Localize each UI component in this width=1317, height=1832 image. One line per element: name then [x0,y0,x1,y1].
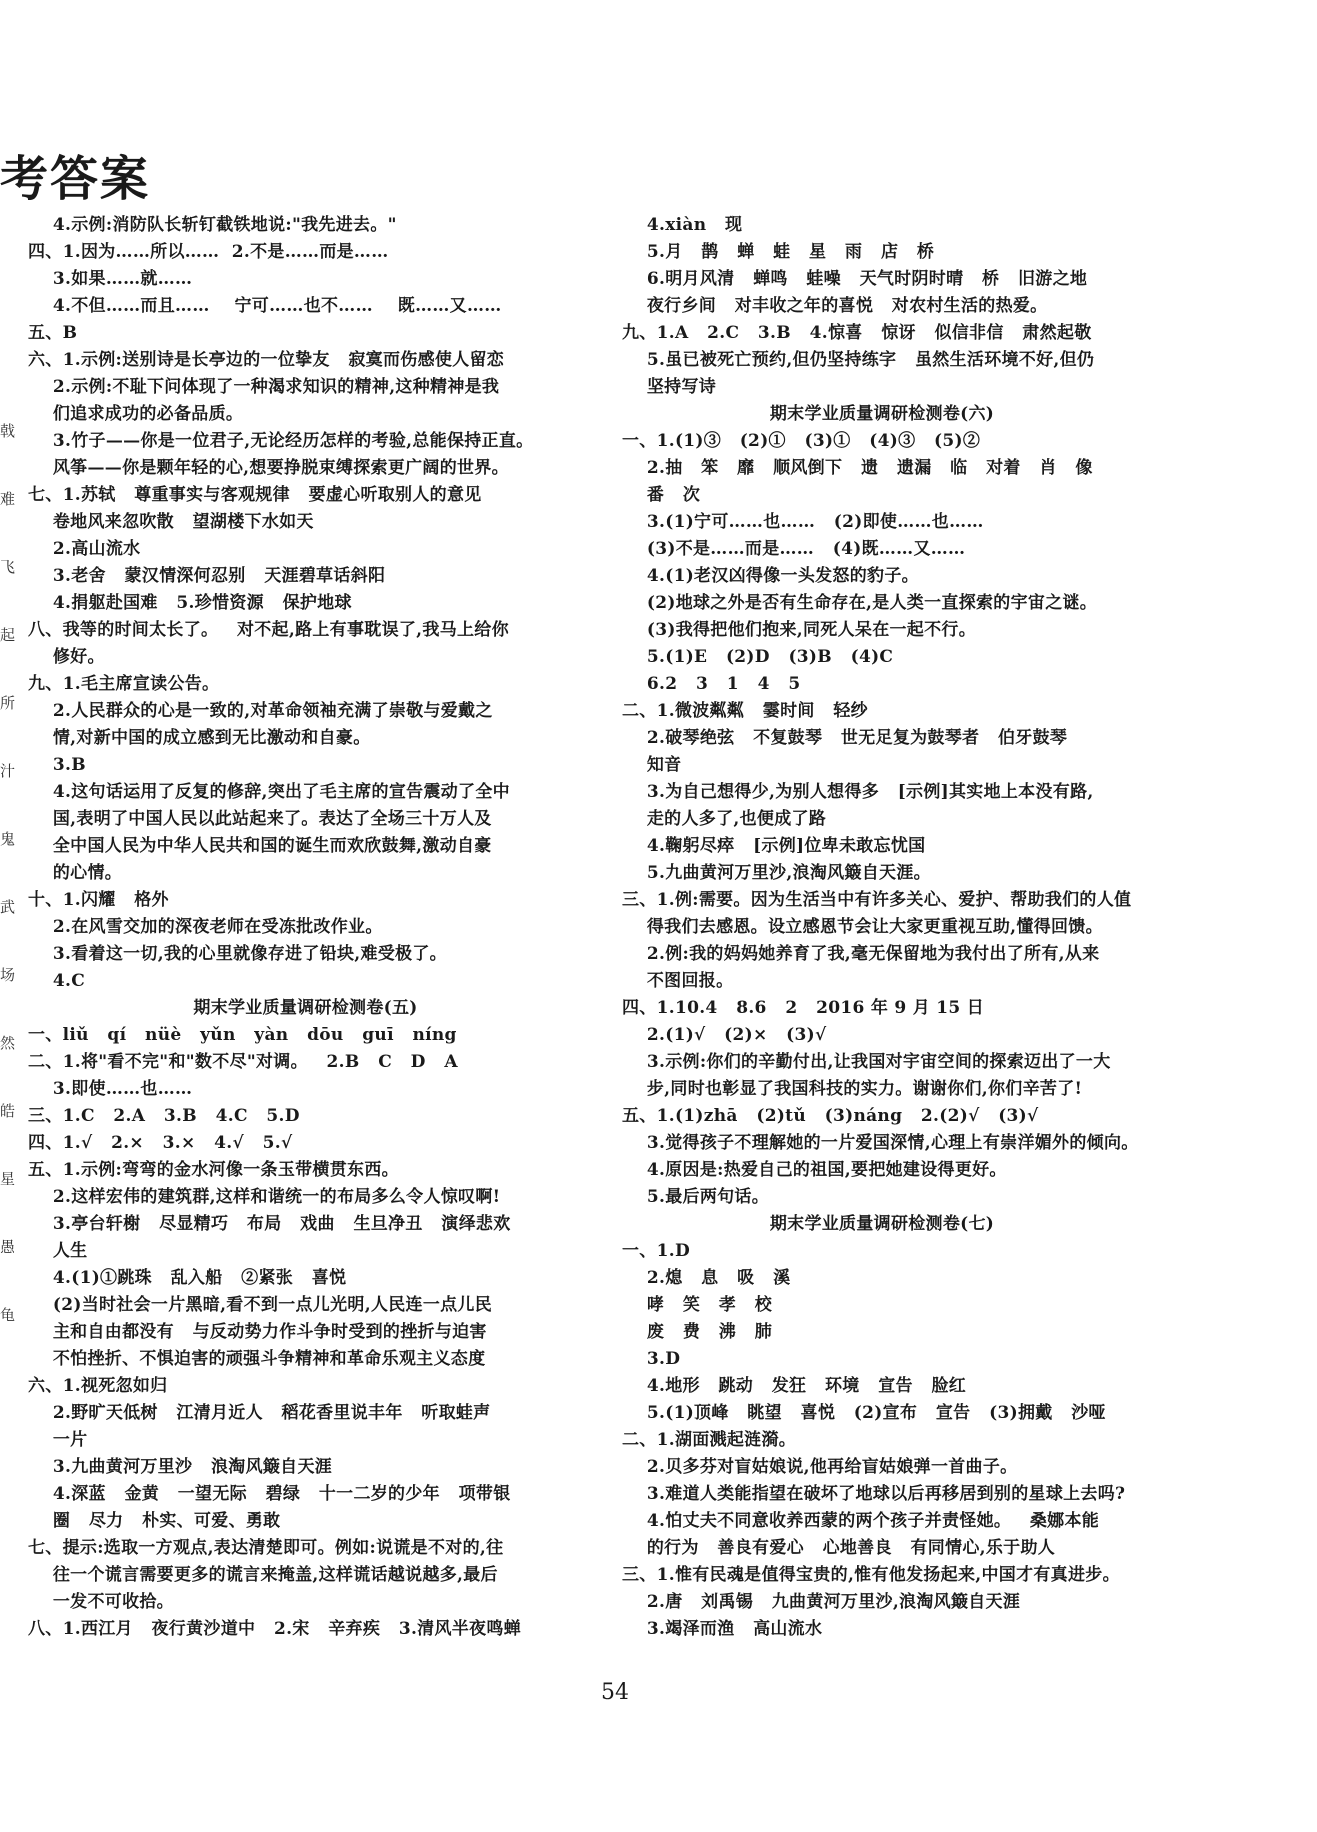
answer-line: (2)当时社会一片黑暗,看不到一点儿光明,人民连一点儿民 [28,1295,493,1315]
answer-line: 2.野旷天低树 江清月近人 稻花香里说丰年 听取蛙声 [28,1403,491,1423]
margin-char: 戟 [0,422,16,440]
answer-line: 废 费 沸 肺 [622,1322,773,1342]
answer-line: 4.示例:消防队长斩钉截铁地说:"我先进去。" [28,215,397,235]
answer-line: 3.D [622,1349,681,1369]
answer-line: 人生 [28,1241,88,1261]
answer-line: 2.唐 刘禹锡 九曲黄河万里沙,浪淘风簸自天涯 [622,1592,1021,1612]
answer-line: 不图回报。 [622,971,734,991]
answer-line: 3.老舍 蒙汉情深何忍别 天涯碧草话斜阳 [28,566,386,586]
answer-line: 2.在风雪交加的深夜老师在受冻批改作业。 [28,917,383,937]
answer-line: 九、1.A 2.C 3.B 4.惊喜 惊讶 似信非信 肃然起敬 [622,323,1092,343]
answer-line: 5.月 鹊 蝉 蛙 星 雨 店 桥 [622,242,935,262]
answer-line: 五、B [28,323,78,343]
answer-line: 5.(1)顶峰 眺望 喜悦 (2)宣布 宣告 (3)拥戴 沙哑 [622,1403,1106,1423]
answer-line: 主和自由都没有 与反动势力作斗争时受到的挫折与迫害 [28,1322,487,1342]
margin-char: 难 [0,490,16,508]
answer-line: 3.亭台轩榭 尽显精巧 布局 戏曲 生旦净丑 演绎悲欢 [28,1214,511,1234]
margin-char: 鬼 [0,830,16,848]
margin-char: 然 [0,1034,16,1052]
answer-line: 3.难道人类能指望在破坏了地球以后再移居到别的星球上去吗? [622,1484,1126,1504]
answer-line: 3.即使……也…… [28,1079,193,1099]
answer-line: 六、1.视死忽如归 [28,1376,168,1396]
answer-line: 2.高山流水 [28,539,141,559]
answer-line: 一发不可收拾。 [28,1592,174,1612]
section-heading: 期末学业质量调研检测卷(七) [769,1214,995,1234]
answer-line: 5.虽已被死亡预约,但仍坚持练字 虽然生活环境不好,但仍 [622,350,1095,370]
answer-line: 卷地风来忽吹散 望湖楼下水如天 [28,512,314,532]
margin-char: 场 [0,966,16,984]
margin-char: 愚 [0,1238,16,1256]
answer-line: 夜行乡间 对丰收之年的喜悦 对农村生活的热爱。 [622,296,1048,316]
margin-char: 飞 [0,558,16,576]
answer-line: 6.2 3 1 4 5 [622,674,801,694]
page-number: 54 [601,1680,629,1705]
margin-char: 星 [0,1170,16,1188]
answer-line: 三、1.例:需要。因为生活当中有许多关心、爱护、帮助我们的人值 [622,890,1132,910]
answer-line: 4.C [28,971,86,991]
answer-line: 步,同时也彰显了我国科技的实力。谢谢你们,你们辛苦了! [622,1079,1083,1099]
answer-line: 4.这句话运用了反复的修辞,突出了毛主席的宣告震动了全中 [28,782,510,802]
answer-line: 二、1.微波粼粼 霎时间 轻纱 [622,701,868,721]
answer-line: 3.九曲黄河万里沙 浪淘风簸自天涯 [28,1457,333,1477]
section-heading: 期末学业质量调研检测卷(五) [193,998,418,1018]
answer-line: 十、1.闪耀 格外 [28,890,169,910]
answer-line: 九、1.毛主席宣读公告。 [28,674,220,694]
answer-line: 4.捐躯赴国难 5.珍惜资源 保护地球 [28,593,352,613]
answer-line: 一片 [28,1430,88,1450]
answer-line: 三、1.惟有民魂是值得宝贵的,惟有他发扬起来,中国才有真进步。 [622,1565,1120,1585]
answer-line: 4.(1)老汉凶得像一头发怒的豹子。 [622,566,919,586]
answer-line: 3.示例:你们的辛勤付出,让我国对宇宙空间的探索迈出了一大 [622,1052,1111,1072]
answer-line: 圈 尽力 朴实、可爱、勇敢 [28,1511,281,1531]
margin-char: 起 [0,626,16,644]
answer-line: 八、我等的时间太长了。 对不起,路上有事耽误了,我马上给你 [28,620,509,640]
answer-line: 2.例:我的妈妈她养育了我,毫无保留地为我付出了所有,从来 [622,944,1100,964]
answer-line: 4.鞠躬尽瘁 [示例]位卑未敢忘忧国 [622,836,926,856]
answer-line: 6.明月风清 蝉鸣 蛙噪 天气时阴时晴 桥 旧游之地 [622,269,1088,289]
page-title: 考答案 [0,151,151,207]
answer-line: 一、1.(1)③ (2)① (3)① (4)③ (5)② [622,431,981,451]
answer-line: 不怕挫折、不惧迫害的顽强斗争精神和革命乐观主义态度 [28,1349,486,1369]
answer-line: 五、1.(1)zhā (2)tǔ (3)náng 2.(2)√ (3)√ [622,1106,1039,1126]
answer-line: 2.破琴绝弦 不复鼓琴 世无足复为鼓琴者 伯牙鼓琴 [622,728,1068,748]
answer-line: 全中国人民为中华人民共和国的诞生而欢欣鼓舞,激动自豪 [28,836,492,856]
answer-line: 3.觉得孩子不理解她的一片爱国深情,心理上有崇洋媚外的倾向。 [622,1133,1139,1153]
answer-line: 3.竭泽而渔 高山流水 [622,1619,823,1639]
answer-line: 5.九曲黄河万里沙,浪淘风簸自天涯。 [622,863,931,883]
answer-line: 三、1.C 2.A 3.B 4.C 5.D [28,1106,300,1126]
answer-line: 4.不但……而且…… 宁可……也不…… 既……又…… [28,296,502,316]
margin-char: 汁 [0,762,16,780]
answer-line: 七、1.苏轼 尊重事实与客观规律 要虚心听取别人的意见 [28,485,482,505]
answer-line: (3)我得把他们抱来,同死人呆在一起不行。 [622,620,977,640]
answer-column-left [28,212,583,1643]
margin-char: 武 [0,898,16,916]
answer-line: 得我们去感恩。设立感恩节会让大家更重视互助,懂得回馈。 [622,917,1103,937]
answer-line: 2.熄 息 吸 溪 [622,1268,791,1288]
answer-line: 情,对新中国的成立感到无比激动和自豪。 [28,728,371,748]
answer-line: 坚持写诗 [622,377,717,397]
margin-char: 所 [0,694,16,712]
answer-line: 国,表明了中国人民以此站起来了。表达了全场三十万人及 [28,809,492,829]
answer-line: 5.(1)E (2)D (3)B (4)C [622,647,894,667]
answer-line: 2.贝多芬对盲姑娘说,他再给盲姑娘弹一首曲子。 [622,1457,1018,1477]
answer-line: 4.深蓝 金黄 一望无际 碧绿 十一二岁的少年 项带银 [28,1484,511,1504]
answer-line: 4.原因是:热爱自己的祖国,要把她建设得更好。 [622,1160,1007,1180]
answer-line: 走的人多了,也便成了路 [622,809,827,829]
answer-line: 一、liǔ qí nüè yǔn yàn dōu guī níng [28,1025,457,1045]
answer-line: 5.最后两句话。 [622,1187,770,1207]
answer-line: 修好。 [28,647,105,667]
answer-line: 2.人民群众的心是一致的,对革命领袖充满了崇敬与爱戴之 [28,701,493,721]
answer-line: 3.竹子——你是一位君子,无论经历怎样的考验,总能保持正直。 [28,431,534,451]
answer-line: 3.如果……就…… [28,269,193,289]
answer-line: 3.为自己想得少,为别人想得多 [示例]其实地上本没有路, [622,782,1094,802]
answer-line: 哮 笑 孝 校 [622,1295,773,1315]
answer-line: 的心情。 [28,863,123,883]
answer-line: 3.看着这一切,我的心里就像存进了铅块,难受极了。 [28,944,447,964]
answer-line: 3.(1)宁可……也…… (2)即使……也…… [622,512,984,532]
answer-line: 3.B [28,755,86,775]
answer-line: 往一个谎言需要更多的谎言来掩盖,这样谎话越说越多,最后 [28,1565,498,1585]
answer-line: 4.地形 跳动 发狂 环境 宣告 脸红 [622,1376,967,1396]
answer-line: 六、1.示例:送别诗是长亭边的一位挚友 寂寞而伤感使人留恋 [28,350,505,370]
answer-line: 风筝——你是颗年轻的心,想要挣脱束缚探索更广阔的世界。 [28,458,509,478]
answer-line: 四、1.10.4 8.6 2 2016 年 9 月 15 日 [622,998,985,1018]
answer-line: 2.示例:不耻下问体现了一种渴求知识的精神,这种精神是我 [28,377,500,397]
answer-line: 二、1.将"看不完"和"数不尽"对调。 2.B C D A [28,1052,458,1072]
answer-line: 的行为 善良有爱心 心地善良 有同情心,乐于助人 [622,1538,1056,1558]
answer-line: 4.(1)①跳珠 乱入船 ②紧张 喜悦 [28,1268,347,1288]
answer-line: (2)地球之外是否有生命存在,是人类一直探索的宇宙之谜。 [622,593,1098,613]
margin-char: 皓 [0,1102,16,1120]
answer-line: 五、1.示例:弯弯的金水河像一条玉带横贯东西。 [28,1160,399,1180]
answer-column-right [622,212,1142,1643]
answer-line: (3)不是……而是…… (4)既……又…… [622,539,966,559]
answer-line: 一、1.D [622,1241,690,1261]
answer-line: 二、1.湖面溅起涟漪。 [622,1430,797,1450]
answer-line: 2.(1)√ (2)× (3)√ [622,1025,827,1045]
answer-line: 2.抽 笨 靡 顺风倒下 遗 遗漏 临 对着 肖 像 [622,458,1093,478]
section-heading: 期末学业质量调研检测卷(六) [769,404,995,424]
answer-line: 2.这样宏伟的建筑群,这样和谐统一的布局多么令人惊叹啊! [28,1187,501,1207]
answer-line: 八、1.西江月 夜行黄沙道中 2.宋 辛弃疾 3.清风半夜鸣蝉 [28,1619,521,1639]
answer-line: 七、提示:选取一方观点,表达清楚即可。例如:说谎是不对的,往 [28,1538,504,1558]
answer-line: 番 次 [622,485,701,505]
answer-line: 4.xiàn 现 [622,215,743,235]
answer-line: 们追求成功的必备品质。 [28,404,244,424]
answer-line: 四、1.√ 2.× 3.× 4.√ 5.√ [28,1133,293,1153]
answer-line: 4.怕丈夫不同意收养西蒙的两个孩子并责怪她。 桑娜本能 [622,1511,1100,1531]
margin-char: 龟 [0,1306,16,1324]
answer-line: 四、1.因为……所以…… 2.不是……而是…… [28,242,389,262]
answer-line: 知音 [622,755,682,775]
